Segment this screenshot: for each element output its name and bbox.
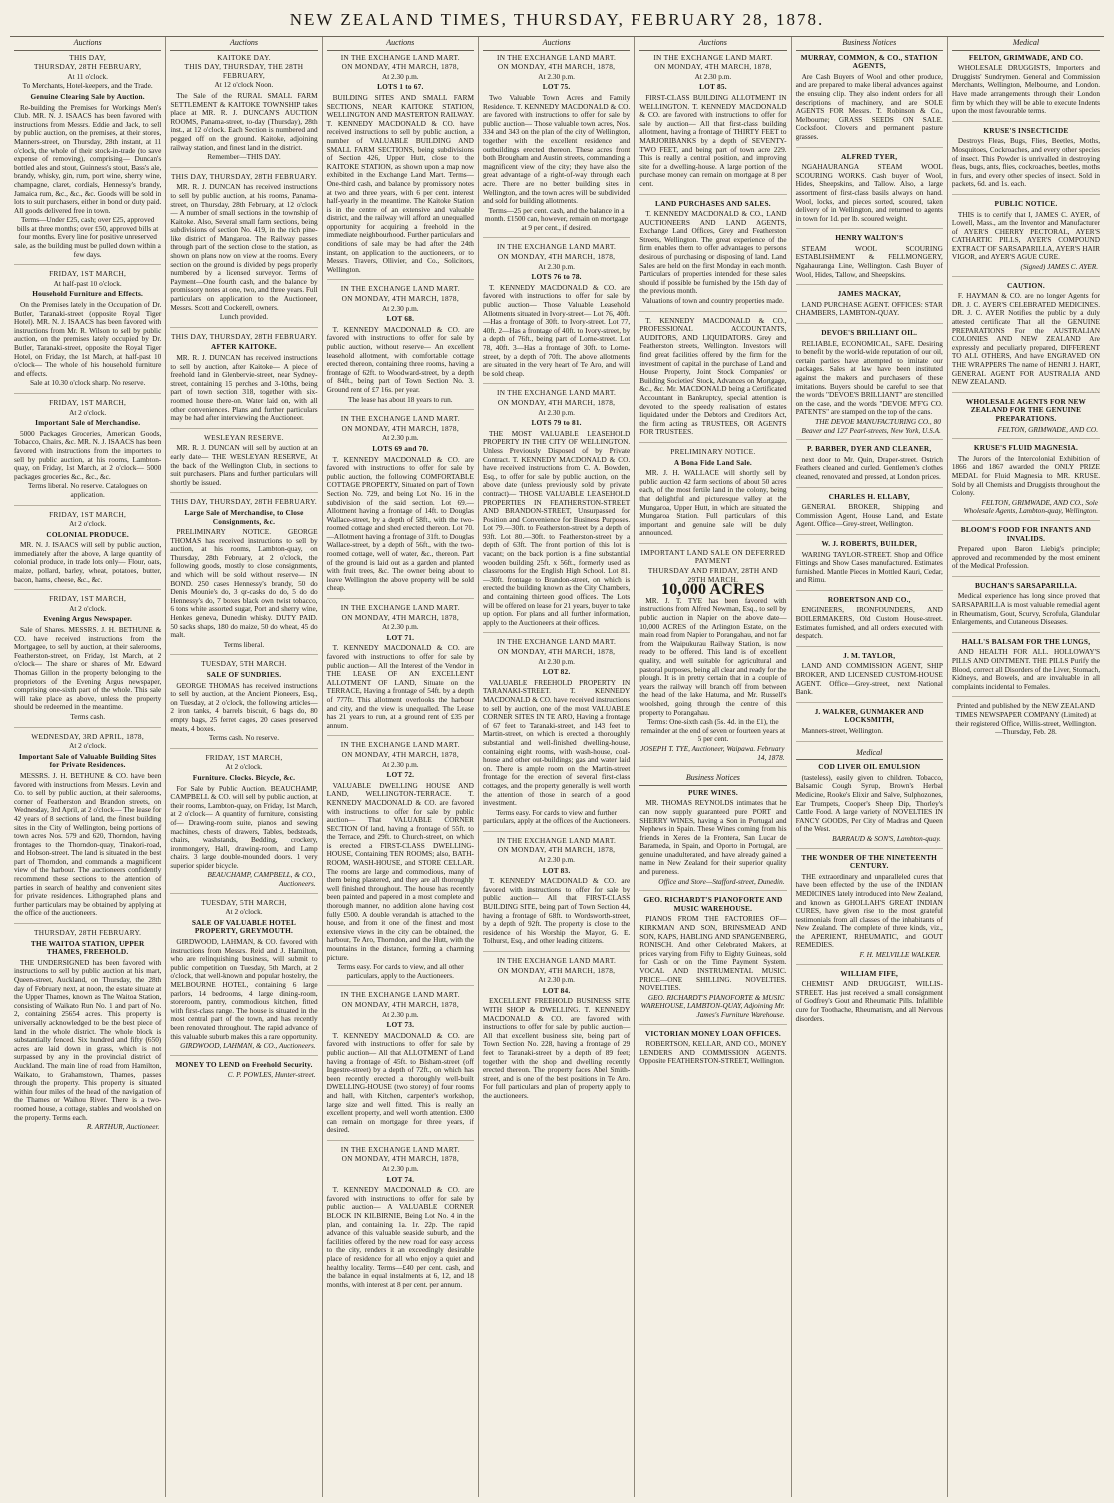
ad-terms: Remember—THIS DAY. xyxy=(207,152,281,162)
ad-title: Household Furniture and Effects. xyxy=(32,289,144,299)
ad-date: IN THE EXCHANGE LAND MART. xyxy=(497,388,617,398)
ad-date-line: THURSDAY AND FRIDAY, 28TH AND 29TH MARCH. xyxy=(647,566,778,584)
ad-title: LOTS 76 to 78. xyxy=(531,272,582,282)
ad-date: FRIDAY, 1ST MARCH, xyxy=(205,752,283,762)
ad-date: FRIDAY, 1ST MARCH, xyxy=(49,509,127,519)
ad-lead: To Merchants, Hotel-keepers, and the Trade. xyxy=(22,81,153,91)
ad-body: MR. N. J. ISAACS will sell by public auction, immediately after the above, A large quantity of colonial produce, in trade lots only— Flour, oats, maize, pollard, barley, wheat, potatoes, butter, bacon, hams, cheese, &c., &c. xyxy=(14,540,162,584)
ad-body: CHEMIST AND DRUGGIST, WILLIS-STREET. Has just received a small consignment of Godfrey's Gout and Rheumatic Pills. Infallible cure for Toothache, Rheumatism, and all Nervous disorders. xyxy=(795,979,943,1023)
ad-body: THE UNDERSIGNED has been favored with instructions to sell by public auction at his mart, Queen-street, Auckland, on Thursday, the 28th day of February next, at noon, the estate situate at the Upper Thames, known as The Waitoa Station, consisting of Waikato Run No. 1 and part of No. 2, containing 25654 acres. This property is universally acknowledged to be the best piece of land in the whole district. The whole block is substantially fenced. Six hundred and fifty (650) acres are laid down in grass, which is not surpassed by any in the provincial district of Auckland. The main line of road from Hamilton, Waikato, to Grahamstown, Thames, passes through the property. This property is situated within four miles of the head of the navigation of the Thames or Waihou River. There is a two-roomed house, a cottage, stables and woolshed on the property. Terms each. xyxy=(14,957,162,1122)
column-2 xyxy=(166,37,322,1497)
ad-terms: Terms cash. No reserve. xyxy=(208,733,280,743)
ad-title: Large Sale of Merchandise, to Close Consignments, &c. xyxy=(184,507,304,526)
advertisement xyxy=(14,270,161,394)
ad-title: LOT 84. xyxy=(542,985,571,995)
ad-date-line: ON MONDAY, 4TH MARCH, 1878, xyxy=(341,612,459,622)
column-heading: Business Notices xyxy=(796,37,943,51)
ad-signature: BARRAUD & SON'S, Lambton-quay. xyxy=(832,833,941,843)
ad-date: IN THE EXCHANGE LAND MART. xyxy=(340,1144,460,1154)
ad-date-line: ON MONDAY, 4TH MARCH, 1878, xyxy=(341,749,459,759)
ad-body: STEAM WOOL SCOURING ESTABLISHMENT & FELLMONGERY, Ngahauranga Line, Wellington. Cash Buyer of Wool, Hides, Tallow, and Sheepskins. xyxy=(795,243,943,279)
ad-body: T. KENNEDY MACDONALD & CO. are favored with instructions to offer for sale by public auction, without reserve— An excellent leasehold allotment, with comfortable cottage erected thereon, containing three rooms, having a frontage of 62ft. to Woodward-street, by a depth of 84ft., being part of Town Section No. 3. Ground rent of £7 16s. per year. xyxy=(326,324,474,394)
ad-title: MONEY TO LEND on Freehold Security. xyxy=(175,1059,313,1069)
advertisement xyxy=(796,596,943,647)
column-heading: Auctions xyxy=(327,37,474,51)
advertisement xyxy=(327,991,474,1141)
ad-date: IN THE EXCHANGE LAND MART. xyxy=(497,956,617,965)
ad-date: IN THE EXCHANGE LAND MART. xyxy=(340,414,460,424)
ad-title: SALE OF VALUABLE HOTEL PROPERTY, GREYMOUTH. xyxy=(191,917,297,936)
ad-date: IN THE EXCHANGE LAND MART. xyxy=(340,740,460,750)
ad-date: IN THE EXCHANGE LAND MART. xyxy=(653,52,773,62)
ad-signature: R. ARTHUR, Auctioneer. xyxy=(86,1122,160,1132)
ad-title: LOT 72. xyxy=(386,770,415,780)
ad-terms: Terms cash. xyxy=(70,711,106,721)
ad-date-line: ON MONDAY, 4TH MARCH, 1878, xyxy=(497,397,616,407)
ad-title: J. WALKER, GUNMAKER AND LOCKSMITH, xyxy=(814,706,924,725)
ad-date: IN THE EXCHANGE LAND MART. xyxy=(340,603,460,613)
ad-time: At 2.30 p.m. xyxy=(381,71,419,81)
ad-body: T. KENNEDY MACDONALD & CO. are favored with instructions to offer for sale by public auction— All the Interest of the Vendor in THE LEASE OF AN EXCELLENT ALLOTMENT OF LAND, Situate on the TERRACE, Having a frontage of 54ft. by a depth of 777ft. This allotment overlooks the harbour and city, and the view is unequalled. The Lease has 21 years to run, at a ground rent of £35 per annum. xyxy=(326,643,474,730)
ad-date: IN THE EXCHANGE LAND MART. xyxy=(497,52,617,62)
ad-time: At 2 o'clock. xyxy=(69,519,107,529)
ad-time: At 2 o'clock. xyxy=(225,762,263,772)
ad-title: BUCHAN'S SARSAPARILLA. xyxy=(974,580,1077,590)
ad-body: LAND PURCHASE AGENT. OFFICES: STAR CHAMBERS, LAMBTON-QUAY. xyxy=(795,299,943,318)
advertisement xyxy=(170,754,317,894)
column-4 xyxy=(479,37,635,1497)
advertisement xyxy=(14,511,161,591)
ad-title: PURE WINES. xyxy=(687,787,738,797)
ad-title: LOT 73. xyxy=(386,1020,415,1030)
ad-body: Destroys Fleas, Bugs, Flies, Beetles, Moths, Mosquitoes, Cockroaches, and every other species of insect. This Powder is unrivalled in destroying fleas, bugs, ants, flies, cockroaches, beetles, moths in furs, and every other species of insect. Sold in packets, 6d. and 1s. each. xyxy=(951,136,1101,189)
advertisement xyxy=(796,854,943,965)
ad-title: W. J. ROBERTS, BUILDER, xyxy=(821,538,917,548)
ad-body: T. KENNEDY MACDONALD & CO. are favored with instructions to offer for sale by public auction— Those Valuable Leasehold Allotments situated in Ivory-street— Lot 76, 40ft.—Has a frontage of 30ft. to Ivory-street. Lot 77, 40ft. 2—Has a frontage of 40ft. to Ivory-street, by a depth of 76ft., being part of Lorne-street. Lot 78, 40ft. 3—Has a frontage of 30ft. to Lorne-street, by a depth of 70ft. The above allotments are situated in the very heart of Te Aro, and will be sold cheap. xyxy=(482,282,631,378)
ad-terms: Terms easy. For cards to view, and all other particulars, apply to the Auctioneers. xyxy=(336,962,464,980)
ad-title: COD LIVER OIL EMULSION xyxy=(818,762,921,772)
advertisement xyxy=(14,929,161,1136)
advertisement xyxy=(483,243,630,384)
ad-date: IN THE EXCHANGE LAND MART. xyxy=(497,835,617,845)
advertisement xyxy=(483,957,630,1106)
ad-time: At 2.30 p.m. xyxy=(538,656,575,666)
advertisement xyxy=(796,540,943,591)
ad-time: At 2.30 p.m. xyxy=(381,1164,419,1174)
ad-terms: The lease has about 18 years to run. xyxy=(348,394,453,404)
ad-date: WESLEYAN RESERVE. xyxy=(204,432,284,442)
ad-title: PUBLIC NOTICE. xyxy=(994,198,1058,208)
ad-title: AFTER KAITOKE. xyxy=(211,342,277,352)
ad-body: MESSRS. J. H. BETHUNE & CO. have been favored with instructions from Messrs. Levin and Co. to sell by public auction, at their salerooms, corner of Featherston and Brandon streets, on Wednesday, 3rd April, at 2 o'clock— The lease for 42 years of 8 sections of land, the finest building sites in the City of Wellington, being portions of town acres Nos. 579 and 620, Thorndon, having frontages to the Thorndon-quay, Tinakori-road, and Hobson-street. The land is situated in the best part of Thorndon, and commands a magnificent view of the harbour. The auctioneers confidently recommend these sections to the attention of parties in search of healthy and convenient sites for private residences. Lithographed plans and further particulars may be obtained by applying at the office of the auctioneers. xyxy=(14,770,162,918)
ad-title: ROBERTSON AND CO., xyxy=(827,594,911,604)
ad-date: FRIDAY, 1ST MARCH, xyxy=(49,397,127,407)
ad-title: LOTS 69 and 70. xyxy=(372,443,429,453)
ad-body: Manners-street, Wellington. xyxy=(801,726,883,735)
ad-signature: JOSEPH T. TYE, Auctioneer, Waipawa. February 14, 1878. xyxy=(640,743,785,762)
ad-title: LOT 74. xyxy=(386,1174,415,1184)
column-heading: Auctions xyxy=(639,37,786,51)
advertisement xyxy=(796,763,943,848)
ad-body: AND HEALTH FOR ALL. HOLLOWAY'S PILLS AND OINTMENT. THE PILLS Purify the Blood, correct all Disorders of the Liver, Stomach, Kidneys, and Bowels, and are invaluable in all complaints incidental to Females. xyxy=(951,647,1101,691)
ad-body: MR. R. J. DUNCAN has received instructions to sell by auction, after Kaitoke— A piece of freehold land in Glenbervie-street, near Sydney-street, containing 15 perches and 3-10ths, being part of town section 318, together with six-roomed house there-on. Water laid on, with all other conveniences. Plans and further particulars may be had after interviewing the Auctioneer. xyxy=(170,353,318,423)
ad-title: J. M. TAYLOR, xyxy=(843,650,896,660)
ad-signature: GEO. RICHARDT'S PIANOFORTE & MUSIC WAREHOUSE, LAMBTON-QUAY, Adjoining Mr. James's Furniture Warehouse. xyxy=(640,992,785,1019)
ad-terms: Sale at 10.30 o'clock sharp. No reserve. xyxy=(29,378,146,388)
column-6 xyxy=(792,37,948,1497)
ad-body: T. KENNEDY MACDONALD & CO., LAND AUCTIONEERS AND LAND AGENTS, Exchange Land Offices, Grey and Featherston Streets, Wellington. The great experience of the firm enables them to offer advantages to persons desirous of purchasing or disposing of land. Land Sales are held on the first Monday in each month. Particulars of properties intended for these sales should if possible be furnished by the 15th day of the previous month. xyxy=(639,209,787,296)
ad-body: 5000 Packages Groceries, American Goods, Tobacco, Chairs, &c. MR. N. J. ISAACS has been favored with instructions from the importers to sell by public auction, at his rooms, Lambton-quay, on Friday, 1st March, at 2 o'clock— 5000 packages groceries &c., &c., &c. xyxy=(14,428,162,481)
ad-time: At 2.30 p.m. xyxy=(381,433,419,443)
ad-date: IMPORTANT LAND SALE ON DEFERRED PAYMENT xyxy=(640,547,786,566)
ad-date: WEDNESDAY, 3RD APRIL, 1878, xyxy=(31,731,144,741)
ad-date: IN THE EXCHANGE LAND MART. xyxy=(497,242,617,252)
ad-time: At 2.30 p.m. xyxy=(381,622,419,632)
ad-body: NGAHAURANGA STEAM WOOL SCOURING WORKS. Cash buyer of Wool, Hides, Sheepskins, and Tallow. Also, a large assortment of first-class basils always on hand. Wool, locks, and pieces sorted, scoured, taken delivery of in Wellington, and returned to agents in town for 1d. per lb. scoured weight. xyxy=(795,162,943,223)
ad-body: MR. R. J. DUNCAN will sell by auction at an early date— THE WESLEYAN RESERVE, At the back of the Wellington Club, in sections to suit purchasers. Plans and further particulars will shortly be issued. xyxy=(170,443,318,487)
ad-body: F. HAYMAN & CO. are no longer Agents for DR. J. C. AYER'S CELEBRATED MEDICINES. DR. J. C. AYER Notifies the public by a duly attested certificate That all the GENUINE PREPARATIONS For the AUSTRALIAN COLONIES AND NEW ZEALAND Are expressly and peculiarly prepared, DIFFERENT TO ALL OTHERS, And have ENGRAVED ON THE WRAPPERS The name of HENRI J. HART, GENERAL AGENT FOR AUSTRALIA AND NEW ZEALAND. xyxy=(951,291,1101,387)
ad-body: T. KENNEDY MACDONALD & CO. are favored with instructions to offer for sale by public auction— All that FIRST-CLASS BUILDING SITE, being part of Town Section 44, having a frontage of 68ft. to Wordsworth-street, by a depth of 92ft. The property is close to the residence of his Worship the Mayor, G. E. Tolhurst, Esq., and other leading citizens. xyxy=(482,876,631,946)
ad-title: KRUSE'S FLUID MAGNESIA. xyxy=(973,443,1079,453)
ad-date-line: ON MONDAY, 4TH MARCH, 1878, xyxy=(497,62,616,72)
ad-title: LOT 75. xyxy=(542,82,571,92)
ad-date: IN THE EXCHANGE LAND MART. xyxy=(340,284,460,294)
ad-title: A Bona Fide Land Sale. xyxy=(673,457,752,467)
ad-date-line: ON MONDAY, 4TH MARCH, 1878, xyxy=(654,62,772,72)
column-heading: Auctions xyxy=(170,37,317,51)
column-3 xyxy=(323,37,479,1497)
advertisement xyxy=(952,127,1100,195)
ad-title: LOT 83. xyxy=(542,865,571,875)
ad-title: GEO. RICHARDT'S PIANOFORTE AND MUSIC WAREHOUSE. xyxy=(643,895,783,913)
section-heading: Business Notices xyxy=(639,772,786,786)
advertisement xyxy=(796,652,943,703)
ad-title: LOT 68. xyxy=(386,314,415,324)
ad-title: P. BARBER, DYER AND CLEANER, xyxy=(807,444,932,454)
ad-date: IN THE EXCHANGE LAND MART. xyxy=(340,52,460,62)
ad-title: Important Sale of Valuable Building Sites for Private Residences. xyxy=(18,751,157,770)
ad-title: THE WONDER OF THE NINETEENTH CENTURY. xyxy=(801,852,938,871)
advertisement xyxy=(483,837,630,952)
ad-time: At 2.30 p.m. xyxy=(381,1009,419,1019)
advertisement xyxy=(639,448,786,544)
ad-time: At 2.30 p.m. xyxy=(538,71,575,81)
advertisement xyxy=(327,285,474,410)
ad-title: DEVOE'S BRILLIANT OIL. xyxy=(821,328,918,338)
advertisement xyxy=(327,1146,474,1295)
ad-title: BLOOM'S FOOD FOR INFANTS AND INVALIDS. xyxy=(960,524,1092,543)
ad-body: WARING TAYLOR-STREET. Shop and Office Fittings and Show Cases manufactured. Estimates furnished. Mantle Pieces in Mottled Kauri, Cedar, and Rimu. xyxy=(795,549,943,585)
ad-body: THIS is to certify that I, JAMES C. AYER, of Lowell, Mass., am the Inventor and Manufacturer of AYER'S CHERRY PECTORAL, AYER'S CATHARTIC PILLS, AYER'S COMPOUND EXTRACT OF SARSAPARILLA, AYER'S HAIR VIGOR, and AYER'S AGUE CURE. xyxy=(951,209,1101,262)
column-heading: Auctions xyxy=(14,37,161,51)
ad-signature: Office and Store—Stafford-street, Dunedin. xyxy=(658,876,785,886)
advertisement xyxy=(952,54,1100,122)
advertisement xyxy=(952,398,1100,439)
ad-date: PRELIMINARY NOTICE. xyxy=(670,446,756,456)
ad-signature: GIRDWOOD, LAHMAN, & CO., Auctioneers. xyxy=(180,1041,316,1051)
ad-body: GENERAL BROKER, Shipping and Commission Agent, House Land, and Estate Agent. Office—Grey-street, Wellington. xyxy=(795,502,943,529)
masthead: NEW ZEALAND TIMES, THURSDAY, FEBRUARY 28, 1878. xyxy=(10,6,1104,37)
imprint: Printed and published by the NEW ZEALAND TIMES NEWSPAPER COMPANY (Limited) at their registered Office, Willis-street, Wellington.—Thursday, Feb. 28. xyxy=(955,701,1097,737)
ad-signature: BEAUCHAMP, CAMPBELL, & CO., Auctioneers. xyxy=(207,870,316,889)
ad-body: Re-building the Premises for Workings Men's Club. MR. N. J. ISAACS has been favored with instructions from Messrs. Eddie and Jack, to sell by public auction, on the premises, at their stores, Manners-street, on Thursday, 28th instant, at 11 o'clock, the whole of their stock-in-trade (to save expense of removing), comprising— Duncan's bottled ales and stout, Guinness's stout, Bass's ale, brandy, whisky, gin, rum, port wine, sherry wine, champagne, claret, cordials, Hennessy's brandy, Jamaica rum, &c., &c., &c. Goods will be sold in lots to suit purchasers, either in bond or duty paid. All goods delivered free in town. xyxy=(14,102,162,215)
ad-body: Sale of Shares. MESSRS. J. H. BETHUNE & CO. have received instructions from the Mortgagee, to sell by auction, at their salerooms, Featherston-street, on Friday, 1st March, at 2 o'clock— The share or shares of Mr. Edward Thomas Gillon in the property belonging to the proprietors of the Evening Argus newspaper, comprising one-sixth part of the whole. This sale will take place as above, unless the property should be redeemed in the meantime. xyxy=(14,625,162,712)
ad-date: IN THE EXCHANGE LAND MART. xyxy=(497,637,617,647)
ad-body: On the Premises lately in the Occupation of Dr. Butler, Taranaki-street (opposite Royal Tiger Hotel). MR. N. J. ISAACS has been favored with instructions from Mr. R. Wilson to sell by public auction, on the premises lately occupied by Dr. Butler, Taranaki-street, opposite the Royal Tiger Hotel, on Friday, the 1st March, at half-past 10 o'clock— The whole of his household furniture and effects. xyxy=(14,300,162,378)
ad-title: CAUTION. xyxy=(1007,280,1045,290)
advertisement xyxy=(639,317,786,443)
ad-body: PRELIMINARY NOTICE. GEORGE THOMAS has received instructions to sell by auction, at his rooms, Lambton-quay, on Thursday, 28th February, at 2 o'clock, the following goods, mostly to close consignments, and which will be sold without reserve— IN BOND. 250 cases Hennessy's brandy, 50 do Denis Mounie's do, 3 qr-casks do do, 5 do do Hennessy's do, 7 boxes black own twist tobacco, 6 tons white assorted sugar, Port and sherry wine, Henkes geneva, Dunedin whisky. DUTY PAID. 50 sacks shaps, 180 do maize, 50 do wheat, 45 do malt. xyxy=(170,527,318,640)
ad-terms: Valuations of town and country properties made. xyxy=(641,296,784,306)
column-5 xyxy=(635,37,791,1497)
advertisement xyxy=(639,54,786,195)
ad-terms: Lunch provided. xyxy=(219,312,269,322)
ad-time: At 12 o'clock Noon. xyxy=(214,80,274,90)
ad-time: At 2 o'clock. xyxy=(69,741,107,751)
ad-body: GEORGE THOMAS has received instructions to sell by auction, at the Ancient Pioneers, Esq., on Tuesday, at 2 o'clock, the following articles— 2 iron tanks, 4 barrels biscuit, 6 bags do, 80 empty bags, 25 ferret cages, 20 cases preserved meats, 4 boxes. xyxy=(170,680,318,733)
ad-body: T. KENNEDY MACDONALD & CO. are favored with instructions to offer for sale by public auction— All that ALLOTMENT of Land having a frontage of 45ft. to Bisham-street (off Ingestre-street) by a depth of 72ft., on which has been recently erected a thoroughly well-built DWELLING-HOUSE (two storey) of four rooms and hall, with Kitchen, carpenter's workshop, large size and well fitted. This is really an excellent property, and well worth attention. £300 can remain on mortgage for three years, if desired. xyxy=(326,1030,474,1135)
advertisement xyxy=(327,604,474,736)
ad-body: ROBERTSON, KELLAR, AND CO., MONEY LENDERS AND COMMISSION AGENTS. Opposite FEATHERSTON-STREET, Wellington. xyxy=(639,1039,787,1066)
ad-body: MR. R. J. DUNCAN has received instructions to sell by public auction, at his rooms, Panama-street, on Thursday, 28th February, at 12 o'clock— A number of small sections in the township of Kaitoke. Also, Several small farm sections, being subdivisions of section No. 419, in the rich pine-like district of Mangaroa. The Railway passes through part of the section close to the station, as shown on plans now on view at the rooms. Every section on the ground is divided by pegs properly numbered by a licensed surveyor. Terms of Payment—One fourth cash, and the balance by promissory notes at one, two, and three years. Full particulars on application to the Auctioneer, Messrs. Scott and Cockerell, owners. xyxy=(170,182,318,312)
advertisement xyxy=(952,638,1100,698)
advertisement xyxy=(639,549,786,767)
advertisement xyxy=(327,415,474,599)
ad-title: MURRAY, COMMON, & CO., STATION AGENTS, xyxy=(800,52,938,71)
ad-body: VALUABLE FREEHOLD PROPERTY IN TARANAKI-STREET. T. KENNEDY MACDONALD & CO. have received instructions to sell by auction, one of the most VALUABLE CORNER SITES IN TE ARO, Having a frontage of 67 feet to Taranaki-street, and 143 feet to Martin-street, on which is erected a thoroughly substantial and well-finished dwelling-house, containing eight rooms, with wash-house, coal-house and other out-buildings; gas and water laid on. There is ample room on the Martin-street frontage for the erection of several first-class cottages, and the property generally is well worth the attention of those in search of a good investment. xyxy=(482,677,631,808)
ad-time: At 2.30 p.m. xyxy=(694,71,732,81)
advertisement xyxy=(952,282,1100,393)
advertisement xyxy=(796,153,943,230)
advertisement xyxy=(170,333,317,429)
ad-body: GIRDWOOD, LAHMAN, & CO. favored with instructions from Messrs. Reid and J. Hamilton, who are relinquishing business, will submit to public competition on Tuesday, 5th March, at 2 o'clock, that well-known and popular hostelry, the MELBOURNE HOTEL, containing 6 large parlors, 14 bedrooms, 4 large dining-room, storeroom, pantry, commodious kitchen, fitted with first-class range. The house is situated in the most central part of the town, and has recently been renovated throughout. The rapid advance of this valuable suburb makes this a rare opportunity. xyxy=(170,937,318,1041)
advertisement xyxy=(639,789,786,892)
ad-body: T. KENNEDY MACDONALD & CO. are favored with instructions to offer for sale by public auction— A VALUABLE CORNER BLOCK IN KILBIRNIE, Being Lot No. 4 in the plan, and containing 1a. 1r. 22p. The rapid advance of this valuable seaside suburb, and the facilities offered by the new road for easy access to the city, renders it an exceedingly desirable place of residence for all who enjoy a quiet and healthy locality. Terms—£40 per cent. cash, and the balance in equal instalments at 6, 12, and 18 months, with interest at 8 per cent. per annum. xyxy=(326,1185,474,1289)
ad-time: At 11 o'clock. xyxy=(67,71,108,81)
ad-title: CHARLES H. ELLABY, xyxy=(828,491,910,501)
ad-time: At 2 o'clock. xyxy=(69,407,107,417)
ad-date-line: ON MONDAY, 4TH MARCH, 1878, xyxy=(497,965,616,975)
ad-title: FELTON, GRIMWADE, AND CO. xyxy=(968,52,1083,62)
advertisement xyxy=(327,54,474,281)
advertisement xyxy=(639,200,786,312)
advertisement xyxy=(796,54,943,148)
ad-body: FIRST-CLASS BUILDING ALLOTMENT IN WELLINGTON. T. KENNEDY MACDONALD & CO. are favored with instructions to offer for sale by auction— All that first-class building allotment, having a frontage of THIRTY FEET to MARJORIBANKS by a depth of SEVENTY-TWO FEET, and being part of town acre 229. This is really a central position, and improving site for a dwelling-house. A large portion of the purchase money can remain on mortgage at 8 per cent. xyxy=(639,92,787,188)
advertisement xyxy=(14,54,161,266)
ad-body: Medical experience has long since proved that SARSAPARILLA is most valuable remedial agent in Rheumatism, Gout, Scurvy, Scrofula, Glandular Enlargements, and Cutaneous Diseases. xyxy=(951,591,1101,627)
ad-title: WILLIAM FIFE, xyxy=(840,968,899,978)
column-1 xyxy=(10,37,166,1497)
ad-date: THIS DAY, THURSDAY, 28TH FEBRUARY. xyxy=(170,331,317,341)
ad-body: (tasteless), easily given to children. Tobacco, Balsamic Cough Syrup, Brown's Herbal Medicine, Rooke's Elixir and Salve, Sulphozones, Ear Trumpets, Cooper's Sheep Dip, Thorley's Cattle Food. A large variety of NOVELTIES IN FANCY GOODS, Per City of Madras and Queen of the West. xyxy=(795,772,943,834)
ad-date: THIS DAY, xyxy=(69,52,107,62)
advertisement xyxy=(483,389,630,633)
advertisement xyxy=(170,54,317,168)
ad-signature: THE DEVOE MANUFACTURING CO., 80 Beaver and 127 Pearl-streets, New York, U.S.A. xyxy=(801,416,941,435)
ad-date-line: ON MONDAY, 4TH MARCH, 1878, xyxy=(341,423,459,433)
advertisement xyxy=(796,290,943,324)
advertisement xyxy=(952,200,1100,277)
ad-body: T. KENNEDY MACDONALD & CO. are favored with instructions to offer for sale by public auction, the following COMFORTABLE COTTAGE PROPERTY, Situated on part of Town Section No. 729, and being Lot No. 16 in the subdivision of the said section. Lot 69.—Allotment having a frontage of 14ft. to Douglas Wallace-street, by a depth of 58ft., with the two-roomed cottage and shed erected thereon. Lot 70.—Allotment having a frontage of 31ft. to Douglas Wallace-street, by a depth of 56ft., with the two-roomed cottage, well of water, &c., thereon. Part of the ground is laid out as a garden and planted with fruit trees, &c. The owner being about to leave Wellington the above property will be sold cheap. xyxy=(326,454,474,593)
section-heading: Medical xyxy=(796,747,943,761)
ad-time: At 2.30 p.m. xyxy=(381,303,419,313)
ad-body: T. KENNEDY MACDONALD & CO., PROFESSIONAL ACCOUNTANTS, AUDITORS, AND LIQUIDATORS. Grey and Featherston streets, Wellington. Investors will find great facilities offered by the firm for the investment of capital in the purchase of Land and House Property, Joint Stock Companies' or Building Societies' Stock, Advances on Mortgage, &c., &c. Mr. MACDONALD being a Certificated Accountant in Bankruptcy, special attention is devoted to the speedy realisation of estates liquidated under the Debtors and Creditors Act, the firm acting as TRUSTEES, OR AGENTS FOR TRUSTEES. xyxy=(639,315,787,437)
advertisement xyxy=(952,526,1100,577)
ad-terms: Terms—Under £25, cash; over £25, approved bills at three months; over £50, approved bills at four months. Every line for positive unreserved sale, as the building must be pulled down within a few days. xyxy=(14,215,161,259)
ad-title: WHOLESALE AGENTS FOR NEW ZEALAND FOR THE GENUINE PREPARATIONS. xyxy=(965,396,1087,423)
ad-signature: FELTON, GRIMWADE, AND CO. xyxy=(997,424,1099,434)
ad-signature: F. H. MELVILLE WALKER. xyxy=(859,950,941,960)
ad-title: Important Sale of Merchandise. xyxy=(35,418,141,428)
advertisement xyxy=(952,444,1100,521)
ad-title: LOTS 1 to 67. xyxy=(377,82,424,92)
ad-title: KRUSE'S INSECTICIDE xyxy=(983,125,1069,135)
advertisement xyxy=(170,173,317,328)
advertisement xyxy=(170,498,317,655)
advertisement xyxy=(796,493,943,535)
ad-signature: C. P. POWLES, Hunter-street. xyxy=(227,1070,316,1080)
ad-title: Genuine Clearing Sale by Auction. xyxy=(30,91,145,101)
ad-date-line: ON MONDAY, 4TH MARCH, 1878, xyxy=(341,999,459,1009)
ad-body: RELIABLE, ECONOMICAL, SAFE. Desiring to benefit by the world-wide reputation of our oil, certain parties have attempted to imitate our packages. Sales at law have been instituted against the makers and purchasers of these imitations. Buyers should be careful to see that the words "DEVOE'S BRILLIANT" are stencilled on the case, and the words "DEVOE M'F'G CO. PATENTS" are stamped on the top of the cans. xyxy=(795,338,943,417)
ad-title: ALFRED TYER, xyxy=(841,151,898,161)
ad-date: IN THE EXCHANGE LAND MART. xyxy=(340,990,460,1000)
ad-date: FRIDAY, 1ST MARCH, xyxy=(49,269,127,279)
advertisement xyxy=(170,434,317,494)
ad-date-line: ON MONDAY, 4TH MARCH, 1878, xyxy=(497,845,616,855)
advertisement xyxy=(14,595,161,727)
ad-date: TUESDAY, 5TH MARCH. xyxy=(201,659,287,669)
advertisement xyxy=(796,445,943,487)
ad-time: At 2.30 p.m. xyxy=(538,975,575,985)
advertisement xyxy=(796,708,943,742)
advertisement xyxy=(170,660,317,748)
ad-title: LAND PURCHASES AND SALES. xyxy=(655,198,771,208)
advertisement xyxy=(327,741,474,986)
ad-time: At 2 o'clock. xyxy=(225,907,263,917)
ad-body: THE MOST VALUABLE LEASEHOLD PROPERTY IN THE CITY OF WELLINGTON. Unless Previously Disposed of by Private Contract. T. KENNEDY MACDONALD & CO. have received instructions from C. A. Bowden, Esq., to offer for sale by public auction, on the above date (unless previously sold by private contract)— THOSE VALUABLE LEASEHOLD PROPERTIES IN FEATHERSTON-STREET AND BRANDON-STREET, Unsurpassed for Position and Convenience for Business Purposes. Lot 79.—30ft. to Featherston-street by a depth of 93ft. Lot 80.—30ft. to Featherston-street by a depth of 63ft. The front portion of this lot is vacant; on the back portion is a fine substantial wooden building 25ft. x 56ft., formerly used as classrooms for the English High School. Lot 81.—30ft. frontage to Brandon-street, on which is erected the building known as the City Chambers, and containing thirteen good offices. The Lots will be offered on lease for 21 years, buyer to take up option. For plans and all further information, apply to the Auctioneers at their offices. xyxy=(482,428,631,627)
ad-time: At 2.30 p.m. xyxy=(538,855,575,865)
ad-date: TUESDAY, 5TH MARCH, xyxy=(201,897,287,907)
ad-terms: Terms: One-sixth cash (5s. 4d. in the £1), the remainder at the end of seven or fourteen years at 5 per cent. xyxy=(640,717,786,744)
ad-title: JAMES MACKAY, xyxy=(837,289,901,299)
advertisement xyxy=(796,234,943,285)
ad-time: At 2 o'clock. xyxy=(69,603,107,613)
ad-body: WHOLESALE DRUGGISTS, Importers and Druggists' Sundrymen. General and Commission Merchants, Wellington, Melbourne, and London. Have made arrangements through their London firm by which they will be able to execute Indents upon the most favourable terms. xyxy=(951,63,1101,116)
advertisement xyxy=(483,638,630,831)
ad-date-line: THIS DAY, THURSDAY, THE 28TH FEBRUARY, xyxy=(184,62,304,80)
advertisement xyxy=(639,896,786,1024)
advertisement xyxy=(796,970,943,1029)
ad-date: THIS DAY, THURSDAY, 28TH FEBRUARY. xyxy=(170,171,317,181)
ad-terms: Terms liberal. xyxy=(223,639,265,649)
ad-body: For Sale by Public Auction. BEAUCHAMP, CAMPBELL & CO. will sell by public auction, at their rooms, Lambton-quay, on Friday, 1st March, at 2 o'clock— A quantity of furniture, consisting of— Drawing-room suite, pianos and sewing machines, chests of drawers, Tables, bedsteads, chairs, washstands, Bedding, crockery, ironmongery, Hall, drawing-room, and Lamp chairs. 3 large double-mounded doors. 1 very superior spider bicycle. xyxy=(170,783,318,870)
ad-date: THIS DAY, THURSDAY, 28TH FEBRUARY. xyxy=(170,497,317,507)
ad-body: MR. J. T. TYE has been favored with instructions from Alfred Newman, Esq., to sell by public auction in Napier on the above date— 10,000 ACRES of the Arlington Estate, on the main road from Napier to Porangahau, and not far from the Waipukurau Railway Station, is now ready to be offered. This land is of excellent quality, and well suitable for agricultural and pastoral purposes, being all clear and ready for the plough. It is in pretty certain that in a couple of years the railway will branch off from between the head of the lake Hatuma, and Mr. Russell's woolshed, going through the centre of this property to Porangahau. xyxy=(639,595,787,717)
ad-body: Are Cash Buyers of Wool and other produce, and are prepared to make liberal advances against the ensuing clip. They also indent orders for all descriptions of machinery, and are SOLE AGENTS FOR Messrs. T. Robinson & Co., Melbourne; GRASS SEEDS ON SALE. Cocksfoot. Clovers and permanent pasture grasses. xyxy=(795,71,943,141)
ad-date: THURSDAY, 28TH FEBRUARY. xyxy=(34,928,142,938)
ad-title: VICTORIAN MONEY LOAN OFFICES. xyxy=(644,1028,781,1038)
ad-title: THE WAITOA STATION, UPPER THAMES, FREEHOLD. xyxy=(30,938,145,957)
ad-terms: Terms easy. For cards to view and further particulars, apply at the offices of the Auctioneers. xyxy=(483,807,631,826)
ad-time: At half-past 10 o'clock. xyxy=(53,278,122,288)
ad-title: LOTS 79 to 81. xyxy=(531,418,582,428)
advertisement xyxy=(14,733,161,924)
ad-date: FRIDAY, 1ST MARCH, xyxy=(49,594,127,604)
ad-body: VALUABLE DWELLING HOUSE AND LAND, WELLINGTON-TERRACE. T. KENNEDY MACDONALD & CO. are favored with instructions to offer for sale by public auction— That VALUABLE CORNER SECTION Of land, having a frontage of 55ft. to the Terrace, and 29ft. to Church-street, on which is erected a FIRST-CLASS DWELLING-HOUSE, Containing TEN ROOMS; also, BATH-ROOM, WASH-HOUSE, and STORE CELLAR. The rooms are large and commodious, many of them being plastered, and they are all thoroughly well finished throughout. The house has recently been painted and papered in a most complete and thorough manner, no addition alone having cost fully £500. A double verandah is attached to the house, and from it one of the finest and most extensive views in the city can be obtained, the harbour, Te Aro, Thorndon, and the Hutt, with the mountains in the distance, forming a charming picture. xyxy=(326,780,474,962)
ad-terms: Terms—25 per cent. cash, and the balance in a month. £1500 can, however, remain on mortgage at 9 per cent., if desired. xyxy=(484,205,629,232)
advertisement xyxy=(952,582,1100,633)
ad-date-line: ON MONDAY, 4TH MARCH, 1878, xyxy=(341,62,459,72)
ad-time: At 2.30 p.m. xyxy=(538,261,575,271)
ad-body: next door to Mr. Quin, Draper-street. Ostrich Feathers cleaned and curled. Gentlemen's clothes cleaned, renovated and pressed, at London prices. xyxy=(795,454,943,481)
ad-time: At 2.30 p.m. xyxy=(538,407,575,417)
columns xyxy=(10,37,1104,1497)
advertisement xyxy=(170,899,317,1056)
ad-date-line: ON MONDAY, 4TH MARCH, 1878, xyxy=(497,252,616,262)
advertisement xyxy=(483,54,630,239)
advertisement xyxy=(796,329,943,440)
ad-body: ENGINEERS, IRONFOUNDERS, AND BOILERMAKERS, Old Custom House-street. Estimates furnished, and all orders executed with despatch. xyxy=(795,605,943,641)
ad-body: THE extraordinary and unparalleled cures that have been effected by the use of the INDIAN MEDICINES lately introduced into New Zealand, and known as GHOLLAH'S GREAT INDIAN CURES, have given rise to the most grateful testimonials from all classes of the inhabitants of New Zealand. The complete of three kinds, viz., the APERIENT, RHEUMATIC, and GOUT REMEDIES. xyxy=(795,871,943,950)
ad-signature: FELTON, GRIMWADE, AND CO., Sole Wholesale Agents, Lambton-quay, Wellington. xyxy=(963,497,1099,516)
ad-title: COLONIAL PRODUCE. xyxy=(46,529,129,539)
ad-title: LOT 82. xyxy=(542,667,571,677)
ad-title: SALE OF SUNDRIES. xyxy=(206,670,282,679)
ad-body: BUILDING SITES AND SMALL FARM SECTIONS, NEAR KAITOKE STATION, WELLINGTON AND MASTERTON RAILWAY. T. KENNEDY MACDONALD & CO. have received instructions to sell by public auction, a number of VALUABLE BUILDING AND SMALL FARM SECTIONS, being subdivisions of Section 426, Upper Hutt, close to the KAITOKE STATION, as shown upon a map now exhibited in the Exchange Land Mart. Terms—One-third cash, and balance by promissory notes at two and three years, with 6 per cent. interest half-yearly in the meantime. The Kaitoke Station is in the centre of an extensive and valuable district, and the railway will afford an unequalled opportunity for acquiring a freehold in the immediate neighbourhood. Further particulars and conditions of sale may be had after the 24th instant, on application to the auctioneers, or to Messrs. Travers, Ollivier, and Co., Solicitors, Wellington. xyxy=(326,92,474,274)
column-heading: Medical xyxy=(952,37,1100,51)
ad-time: At 2.30 p.m. xyxy=(381,759,419,769)
ad-body: The Jurors of the Intercolonial Exhibition of 1866 and 1867 awarded the ONLY PRIZE MEDAL for Fluid Magnesia to MR. KRUSE. Sold by all Chemists and Druggists throughout the Colony. xyxy=(951,453,1101,498)
ad-body: The Sale of the RURAL SMALL FARM SETTLEMENT & KAITOKE TOWNSHIP takes place at MR. R. J. DUNCAN'S AUCTION ROOMS, Panama-street, to-day (Thursday), 28th inst., at 12 o'clock. Each Section is numbered and pegged off on the ground. Kaitoke, adjoining railway station, and finest land in the district. xyxy=(170,90,318,152)
advertisement xyxy=(170,1061,317,1084)
ad-date-line: ON MONDAY, 4TH MARCH, 1878, xyxy=(341,294,459,304)
advertisement xyxy=(14,399,161,506)
ad-body: Prepared upon Baron Liebig's principle; approved and recommended by the most eminent of the Medical Profession. xyxy=(951,544,1101,571)
ad-signature: (Signed) JAMES C. AYER. xyxy=(1020,262,1099,272)
ad-body: LAND AND COMMISSION AGENT, SHIP BROKER, AND LICENSED CUSTOM-HOUSE AGENT. Office—Grey-street, next National Bank. xyxy=(795,661,943,697)
ad-title: Evening Argus Newspaper. xyxy=(43,614,132,624)
ad-title: Furniture. Clocks. Bicycle, &c. xyxy=(192,772,296,782)
column-7 xyxy=(948,37,1104,1497)
ad-title: HALL'S BALSAM FOR THE LUNGS, xyxy=(961,636,1091,646)
column-heading: Auctions xyxy=(483,37,630,51)
ad-title: 10,000 ACRES xyxy=(661,581,765,599)
ad-title: LOT 85. xyxy=(699,82,727,92)
ad-date-line: ON MONDAY, 4TH MARCH, 1878, xyxy=(341,1154,459,1164)
ad-body: MR. THOMAS REYNOLDS intimates that he can now supply guaranteed pure PORT and SHERRY WINES, having a Son in Portugal and Nephews in Spain. These Wines coming from his friends in Xeres de la Frontera, San Lucar de Barameda, in Spain, and Oporto in Portugal, are genuine unadulterated, and have already gained a name in New Zealand for their superior quality and pureness. xyxy=(639,798,787,877)
ad-date-line: ON MONDAY, 4TH MARCH, 1878, xyxy=(497,647,616,656)
ad-body: EXCELLENT FREEHOLD BUSINESS SITE WITH SHOP & DWELLING. T. KENNEDY MACDONALD & CO. are favored with instructions to offer for sale by public auction— All that excellent business site, being part of Town Section No. 228, having a frontage of 29 feet to Taranaki-street by a depth of 89 feet; together with the shop and dwelling recently erected thereon. The property faces Abel Smith-street, and is one of the best positions in Te Aro. For full particulars and plan of property apply to the auctioneers. xyxy=(482,996,631,1100)
ad-date-line: THURSDAY, 28TH FEBRUARY, xyxy=(34,62,142,72)
ad-body: MR. J. H. WALLACE will shortly sell by public auction 42 farm sections of about 50 acres each, of the most fertile land in the colony, being that delightful and picturesque valley at the Mungaroa, Upper Hutt, in which are situated the Mungaroa Station. Full particulars of this important and genuine sale will be duly announced. xyxy=(639,468,787,538)
ad-body: PIANOS FROM THE FACTORIES OF— KIRKMAN AND SON, BRINSMEAD AND SON, KAPS, HABLING AND SPANGENBERG, RONISCH. And other Celebrated Makers, at prices varying from Fifty to Eighty Guineas, sold for Cash or on the Time Payment System. VOCAL AND INSTRUMENTAL MUSIC. PRICE—ONE SHILLING. NOVELTIES. NOVELTIES. xyxy=(639,914,787,993)
ad-date: KAITOKE DAY. xyxy=(217,52,271,62)
ad-title: LOT 71. xyxy=(386,632,415,642)
ad-terms: Terms liberal. No reserve. Catalogues on application. xyxy=(28,481,148,499)
ad-body: Two Valuable Town Acres and Family Residence. T. KENNEDY MACDONALD & CO. are favored with instructions to offer for sale by public auction— Those valuable town acres, Nos. 334 and 343 on the plan of the city of Wellington, together with the excellent residence and outbuildings erected thereon. These acres front both Brougham and Austin streets, commanding a magnificent view of the city; they have also the great advantage of a right-of-way through each acre. There are no better building sites in Wellington, and the town acres will be subdivided and sold for building allotments. xyxy=(482,92,631,206)
advertisement xyxy=(639,1030,786,1071)
ad-title: HENRY WALTON'S xyxy=(835,233,904,243)
